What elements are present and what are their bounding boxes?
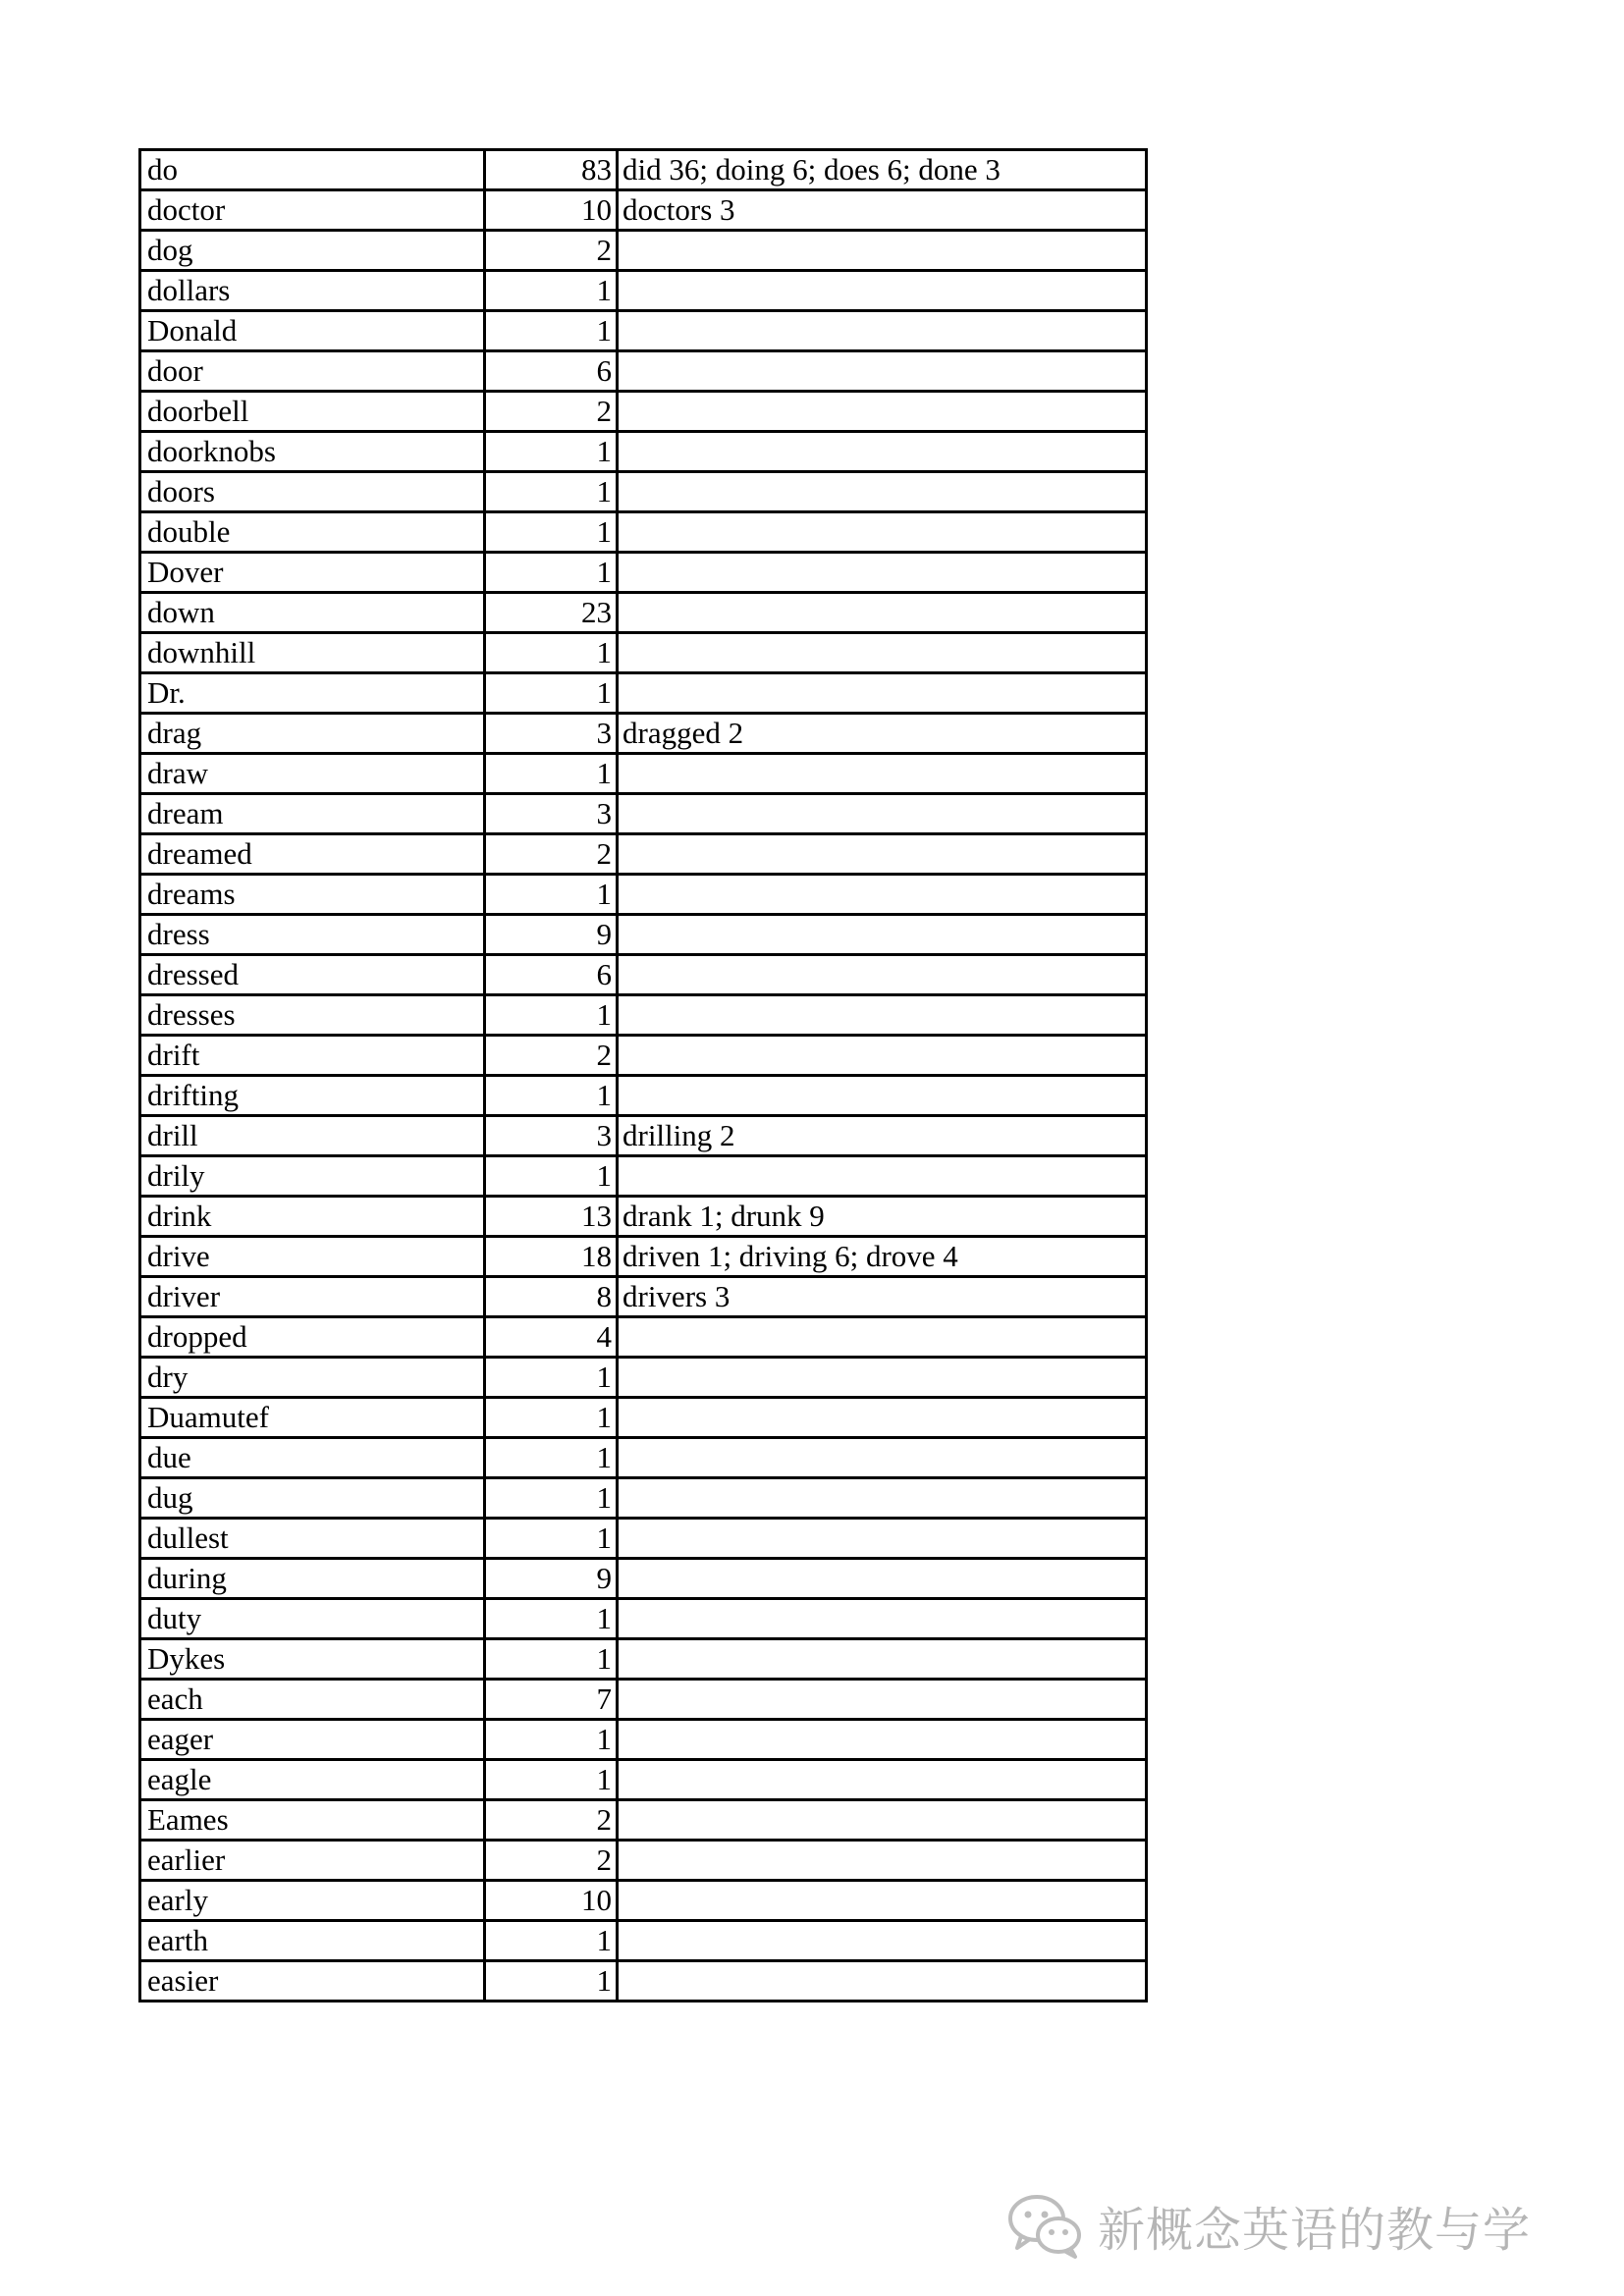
word-cell: dry bbox=[140, 1358, 485, 1398]
forms-cell bbox=[618, 834, 1147, 875]
forms-cell bbox=[618, 875, 1147, 915]
table-row bbox=[140, 1237, 1147, 1277]
count-cell: 2 bbox=[485, 1800, 618, 1841]
table-row bbox=[140, 714, 1147, 754]
table-row bbox=[140, 271, 1147, 311]
count-cell: 3 bbox=[485, 1116, 618, 1156]
word-cell: Dr. bbox=[140, 673, 485, 714]
count-cell: 1 bbox=[485, 1519, 618, 1559]
word-cell: drift bbox=[140, 1036, 485, 1076]
count-cell: 1 bbox=[485, 432, 618, 472]
count-cell: 2 bbox=[485, 834, 618, 875]
count-cell: 23 bbox=[485, 593, 618, 633]
forms-cell: dragged 2 bbox=[618, 714, 1147, 754]
word-cell: Donald bbox=[140, 311, 485, 351]
count-cell: 1 bbox=[485, 1720, 618, 1760]
forms-cell bbox=[618, 1720, 1147, 1760]
word-cell: dog bbox=[140, 231, 485, 271]
table-row bbox=[140, 1841, 1147, 1881]
word-cell: dress bbox=[140, 915, 485, 955]
count-cell: 4 bbox=[485, 1317, 618, 1358]
count-cell: 1 bbox=[485, 1599, 618, 1639]
word-cell: drill bbox=[140, 1116, 485, 1156]
word-cell: dreamed bbox=[140, 834, 485, 875]
forms-cell bbox=[618, 311, 1147, 351]
table-row bbox=[140, 1760, 1147, 1800]
forms-cell bbox=[618, 432, 1147, 472]
table-row bbox=[140, 1961, 1147, 2002]
table-row bbox=[140, 351, 1147, 392]
table-row bbox=[140, 1438, 1147, 1478]
forms-cell bbox=[618, 1639, 1147, 1680]
word-cell: driver bbox=[140, 1277, 485, 1317]
forms-cell bbox=[618, 1881, 1147, 1921]
count-cell: 1 bbox=[485, 1478, 618, 1519]
word-cell: earlier bbox=[140, 1841, 485, 1881]
word-cell: dullest bbox=[140, 1519, 485, 1559]
table-row bbox=[140, 834, 1147, 875]
word-cell: dreams bbox=[140, 875, 485, 915]
count-cell: 1 bbox=[485, 673, 618, 714]
count-cell: 1 bbox=[485, 1156, 618, 1197]
table-row bbox=[140, 754, 1147, 794]
table-row bbox=[140, 1036, 1147, 1076]
word-cell: do bbox=[140, 150, 485, 190]
count-cell: 7 bbox=[485, 1680, 618, 1720]
table-row bbox=[140, 190, 1147, 231]
forms-cell bbox=[618, 673, 1147, 714]
word-cell: drily bbox=[140, 1156, 485, 1197]
forms-cell: drivers 3 bbox=[618, 1277, 1147, 1317]
table-row bbox=[140, 553, 1147, 593]
table-row bbox=[140, 1559, 1147, 1599]
word-cell: door bbox=[140, 351, 485, 392]
count-cell: 1 bbox=[485, 1760, 618, 1800]
count-cell: 1 bbox=[485, 1438, 618, 1478]
count-cell: 2 bbox=[485, 1036, 618, 1076]
word-cell: duty bbox=[140, 1599, 485, 1639]
word-cell: due bbox=[140, 1438, 485, 1478]
table-row bbox=[140, 995, 1147, 1036]
forms-cell bbox=[618, 472, 1147, 512]
word-cell: drink bbox=[140, 1197, 485, 1237]
count-cell: 6 bbox=[485, 955, 618, 995]
table-row bbox=[140, 633, 1147, 673]
forms-cell bbox=[618, 1841, 1147, 1881]
table-row bbox=[140, 593, 1147, 633]
count-cell: 1 bbox=[485, 1921, 618, 1961]
table-row bbox=[140, 1680, 1147, 1720]
table-row bbox=[140, 794, 1147, 834]
table-row bbox=[140, 1519, 1147, 1559]
word-cell: easier bbox=[140, 1961, 485, 2002]
count-cell: 1 bbox=[485, 875, 618, 915]
forms-cell bbox=[618, 633, 1147, 673]
word-cell: dug bbox=[140, 1478, 485, 1519]
word-cell: drive bbox=[140, 1237, 485, 1277]
forms-cell bbox=[618, 593, 1147, 633]
table-row bbox=[140, 1277, 1147, 1317]
forms-cell bbox=[618, 955, 1147, 995]
forms-cell bbox=[618, 1961, 1147, 2002]
table-row bbox=[140, 955, 1147, 995]
forms-cell bbox=[618, 754, 1147, 794]
word-cell: doorbell bbox=[140, 392, 485, 432]
forms-cell bbox=[618, 995, 1147, 1036]
watermark-text: 新概念英语的教与学 bbox=[1098, 2202, 1532, 2258]
count-cell: 1 bbox=[485, 472, 618, 512]
table-row bbox=[140, 1358, 1147, 1398]
word-cell: doors bbox=[140, 472, 485, 512]
forms-cell bbox=[618, 1156, 1147, 1197]
count-cell: 1 bbox=[485, 1639, 618, 1680]
count-cell: 3 bbox=[485, 714, 618, 754]
word-cell: drifting bbox=[140, 1076, 485, 1116]
table-row bbox=[140, 512, 1147, 553]
table-row bbox=[140, 1317, 1147, 1358]
word-cell: dollars bbox=[140, 271, 485, 311]
count-cell: 2 bbox=[485, 392, 618, 432]
word-cell: during bbox=[140, 1559, 485, 1599]
forms-cell bbox=[618, 231, 1147, 271]
table-row bbox=[140, 1720, 1147, 1760]
count-cell: 10 bbox=[485, 1881, 618, 1921]
word-table-body bbox=[140, 150, 1147, 2002]
table-row bbox=[140, 1800, 1147, 1841]
word-cell: each bbox=[140, 1680, 485, 1720]
forms-cell bbox=[618, 392, 1147, 432]
word-cell: doorknobs bbox=[140, 432, 485, 472]
count-cell: 1 bbox=[485, 995, 618, 1036]
table-row bbox=[140, 1156, 1147, 1197]
forms-cell: drank 1; drunk 9 bbox=[618, 1197, 1147, 1237]
forms-cell bbox=[618, 794, 1147, 834]
watermark bbox=[1005, 2191, 1531, 2260]
forms-cell bbox=[618, 351, 1147, 392]
forms-cell bbox=[618, 915, 1147, 955]
count-cell: 1 bbox=[485, 553, 618, 593]
forms-cell bbox=[618, 271, 1147, 311]
forms-cell: driven 1; driving 6; drove 4 bbox=[618, 1237, 1147, 1277]
word-cell: Dykes bbox=[140, 1639, 485, 1680]
forms-cell: drilling 2 bbox=[618, 1116, 1147, 1156]
table-row bbox=[140, 432, 1147, 472]
table-row bbox=[140, 1881, 1147, 1921]
forms-cell bbox=[618, 1358, 1147, 1398]
word-cell: Dover bbox=[140, 553, 485, 593]
count-cell: 13 bbox=[485, 1197, 618, 1237]
count-cell: 8 bbox=[485, 1277, 618, 1317]
table-row bbox=[140, 1116, 1147, 1156]
word-cell: Duamutef bbox=[140, 1398, 485, 1438]
table-row bbox=[140, 875, 1147, 915]
count-cell: 9 bbox=[485, 1559, 618, 1599]
forms-cell bbox=[618, 1680, 1147, 1720]
table-row bbox=[140, 915, 1147, 955]
word-cell: double bbox=[140, 512, 485, 553]
table-row bbox=[140, 1599, 1147, 1639]
forms-cell: doctors 3 bbox=[618, 190, 1147, 231]
count-cell: 1 bbox=[485, 1358, 618, 1398]
forms-cell bbox=[618, 1438, 1147, 1478]
forms-cell bbox=[618, 1599, 1147, 1639]
forms-cell bbox=[618, 1519, 1147, 1559]
forms-cell bbox=[618, 1317, 1147, 1358]
forms-cell bbox=[618, 1559, 1147, 1599]
count-cell: 1 bbox=[485, 512, 618, 553]
table-row bbox=[140, 392, 1147, 432]
table-row bbox=[140, 1921, 1147, 1961]
forms-cell bbox=[618, 1478, 1147, 1519]
word-cell: downhill bbox=[140, 633, 485, 673]
word-cell: dresses bbox=[140, 995, 485, 1036]
forms-cell bbox=[618, 1760, 1147, 1800]
forms-cell: did 36; doing 6; does 6; done 3 bbox=[618, 150, 1147, 190]
count-cell: 9 bbox=[485, 915, 618, 955]
table-row bbox=[140, 673, 1147, 714]
word-cell: doctor bbox=[140, 190, 485, 231]
count-cell: 2 bbox=[485, 1841, 618, 1881]
count-cell: 18 bbox=[485, 1237, 618, 1277]
word-cell: early bbox=[140, 1881, 485, 1921]
table-row bbox=[140, 1197, 1147, 1237]
table-row bbox=[140, 1639, 1147, 1680]
word-cell: eagle bbox=[140, 1760, 485, 1800]
table-row bbox=[140, 150, 1147, 190]
forms-cell bbox=[618, 1398, 1147, 1438]
count-cell: 83 bbox=[485, 150, 618, 190]
table-row bbox=[140, 1076, 1147, 1116]
count-cell: 1 bbox=[485, 311, 618, 351]
word-cell: draw bbox=[140, 754, 485, 794]
word-cell: earth bbox=[140, 1921, 485, 1961]
count-cell: 1 bbox=[485, 1961, 618, 2002]
table-row bbox=[140, 231, 1147, 271]
word-cell: dressed bbox=[140, 955, 485, 995]
wechat-icon bbox=[1005, 2191, 1084, 2260]
count-cell: 1 bbox=[485, 271, 618, 311]
count-cell: 10 bbox=[485, 190, 618, 231]
word-cell: eager bbox=[140, 1720, 485, 1760]
table-row bbox=[140, 1398, 1147, 1438]
forms-cell bbox=[618, 1036, 1147, 1076]
table-row bbox=[140, 472, 1147, 512]
forms-cell bbox=[618, 1800, 1147, 1841]
count-cell: 2 bbox=[485, 231, 618, 271]
word-cell: drag bbox=[140, 714, 485, 754]
forms-cell bbox=[618, 1921, 1147, 1961]
count-cell: 1 bbox=[485, 1076, 618, 1116]
table-row bbox=[140, 311, 1147, 351]
forms-cell bbox=[618, 553, 1147, 593]
count-cell: 1 bbox=[485, 1398, 618, 1438]
word-cell: dream bbox=[140, 794, 485, 834]
table-row bbox=[140, 1478, 1147, 1519]
forms-cell bbox=[618, 512, 1147, 553]
count-cell: 6 bbox=[485, 351, 618, 392]
count-cell: 1 bbox=[485, 754, 618, 794]
word-cell: dropped bbox=[140, 1317, 485, 1358]
forms-cell bbox=[618, 1076, 1147, 1116]
word-cell: down bbox=[140, 593, 485, 633]
word-cell: Eames bbox=[140, 1800, 485, 1841]
word-frequency-table bbox=[138, 148, 1148, 2002]
count-cell: 1 bbox=[485, 633, 618, 673]
count-cell: 3 bbox=[485, 794, 618, 834]
